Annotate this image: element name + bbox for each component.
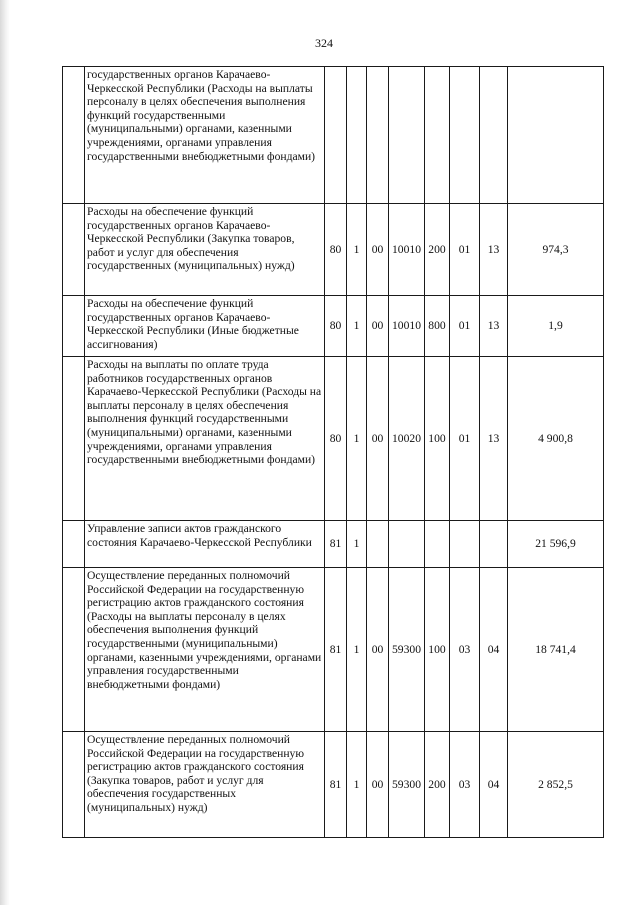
- table-cell-section: 03: [450, 568, 480, 732]
- table-cell-code-1: 80: [325, 296, 347, 357]
- table-cell-amount: [508, 67, 604, 204]
- table-row: [63, 296, 604, 357]
- table-cell-name: Осуществление переданных полномочий Российской Федерации на государственную регистрацию актов гражданского состояния (Закупка товаров, работ и услуг для обеспечения государственных (муниципальных) нужд): [85, 732, 325, 838]
- table-cell-subsection: [480, 67, 508, 204]
- table-cell-code-3: 00: [367, 357, 389, 521]
- table-cell-code-2: 1: [347, 357, 367, 521]
- page-number: 324: [315, 36, 333, 50]
- table-cell-code-1: 81: [325, 732, 347, 838]
- table-row: [63, 521, 604, 568]
- table-cell-code-1: 81: [325, 568, 347, 732]
- table-cell-amount: 18 741,4: [508, 568, 604, 732]
- table-cell-amount: 4 900,8: [508, 357, 604, 521]
- table-cell-name: Осуществление переданных полномочий Российской Федерации на государственную регистрацию актов гражданского состояния (Расходы на выплаты персоналу в целях обеспечения выполнения функций государственными (муниципальными) органами, казенными учреждениями, органами управления государственными внебюджетными фондами): [85, 568, 325, 732]
- table-cell-section: [450, 521, 480, 568]
- table-row: [63, 732, 604, 838]
- table-cell-code-1: 81: [325, 521, 347, 568]
- table-cell-code-1: 80: [325, 204, 347, 296]
- table-cell-code-5: [425, 521, 450, 568]
- table-cell-name: Расходы на обеспечение функций государственных органов Карачаево-Черкесской Республики (Закупка товаров, работ и услуг для обеспечения государственных (муниципальных) нужд): [85, 204, 325, 296]
- table-cell-code-4: 10020: [389, 357, 425, 521]
- table-cell-section: 01: [450, 357, 480, 521]
- table-cell-code-4: 10010: [389, 204, 425, 296]
- table-cell-subsection: [480, 521, 508, 568]
- table-cell-code-3: 00: [367, 732, 389, 838]
- table-cell-amount: 1,9: [508, 296, 604, 357]
- table-row: [63, 67, 604, 204]
- table-cell-code-4: 59300: [389, 568, 425, 732]
- table-cell-code-3: 00: [367, 296, 389, 357]
- table-cell-name: Расходы на выплаты по оплате труда работников государственных органов Карачаево-Черкесской Республики (Расходы на выплаты персоналу в целях обеспечения выполнения функций государственными (муниципальными) органами, казенными учреждениями, органами управления государственными внебюджетными фондами): [85, 357, 325, 521]
- table-cell-subsection: 13: [480, 204, 508, 296]
- table-cell-code-4: [389, 67, 425, 204]
- table-cell-code-2: 1: [347, 296, 367, 357]
- table-cell-code-1: [325, 67, 347, 204]
- table-cell-code-2: 1: [347, 521, 367, 568]
- table-cell-name: Расходы на обеспечение функций государственных органов Карачаево-Черкесской Республики (Иные бюджетные ассигнования): [85, 296, 325, 357]
- table-cell-section: [450, 67, 480, 204]
- table-cell-code-5: 200: [425, 732, 450, 838]
- table-cell-section: 01: [450, 204, 480, 296]
- table-cell-name: Управление записи актов гражданского состояния Карачаево-Черкесской Республики: [85, 521, 325, 568]
- table-cell-code-3: [367, 521, 389, 568]
- scan-edge-shadow: [0, 0, 10, 905]
- table-cell-code-5: 100: [425, 568, 450, 732]
- table-cell-subsection: 04: [480, 732, 508, 838]
- table-cell-section: 03: [450, 732, 480, 838]
- table-cell-subsection: 13: [480, 357, 508, 521]
- table-cell-subsection: 04: [480, 568, 508, 732]
- table-cell-name: государственных органов Карачаево-Черкесской Республики (Расходы на выплаты персоналу в целях обеспечения выполнения функций государственными (муниципальными) органами, казенными учреждениями, органами управления государственными внебюджетными фондами): [85, 67, 325, 204]
- table-cell-index: [63, 521, 85, 568]
- table-cell-index: [63, 732, 85, 838]
- table-row: [63, 568, 604, 732]
- table-cell-index: [63, 296, 85, 357]
- table-cell-subsection: 13: [480, 296, 508, 357]
- table-cell-code-5: 800: [425, 296, 450, 357]
- table-cell-amount: 21 596,9: [508, 521, 604, 568]
- table-cell-amount: 974,3: [508, 204, 604, 296]
- table-cell-code-2: 1: [347, 568, 367, 732]
- table-cell-code-3: 00: [367, 568, 389, 732]
- table-cell-index: [63, 357, 85, 521]
- table-cell-code-2: 1: [347, 204, 367, 296]
- table-cell-code-4: 10010: [389, 296, 425, 357]
- table-cell-section: 01: [450, 296, 480, 357]
- table-cell-index: [63, 568, 85, 732]
- table-cell-code-2: [347, 67, 367, 204]
- table-cell-index: [63, 67, 85, 204]
- table-cell-code-3: 00: [367, 204, 389, 296]
- table-row: [63, 357, 604, 521]
- table-cell-code-4: 59300: [389, 732, 425, 838]
- table-cell-code-5: 200: [425, 204, 450, 296]
- table-cell-code-1: 80: [325, 357, 347, 521]
- table-cell-code-5: [425, 67, 450, 204]
- table-cell-code-4: [389, 521, 425, 568]
- table-row: [63, 204, 604, 296]
- table-cell-code-5: 100: [425, 357, 450, 521]
- budget-table: [62, 66, 604, 838]
- table-cell-index: [63, 204, 85, 296]
- table-cell-amount: 2 852,5: [508, 732, 604, 838]
- table-cell-code-3: [367, 67, 389, 204]
- table-cell-code-2: 1: [347, 732, 367, 838]
